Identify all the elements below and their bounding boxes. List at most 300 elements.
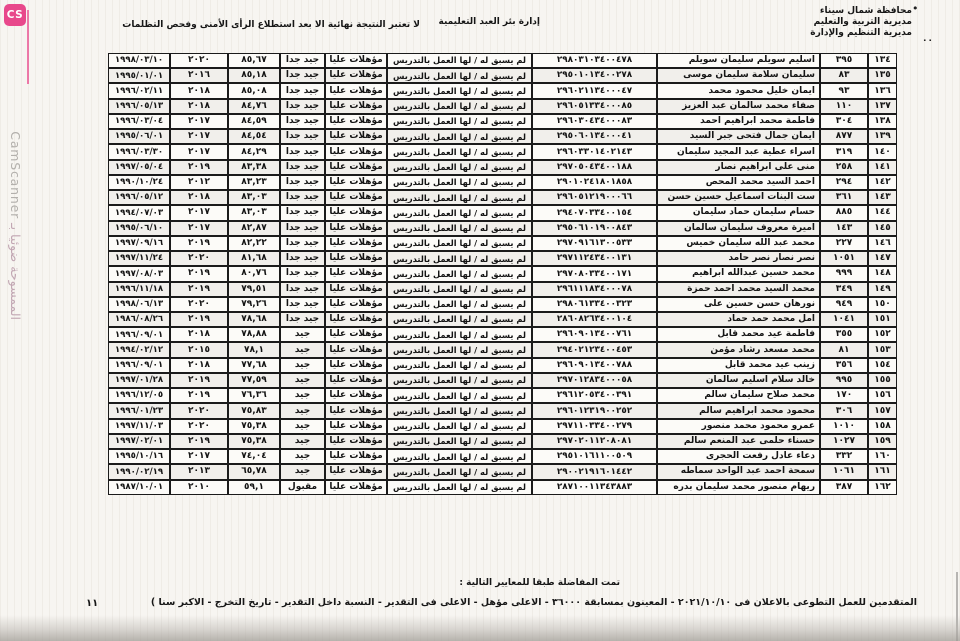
cell-score-percentage: ٧٩,٢٦ (228, 297, 280, 312)
cell-applicant-name: ايمان جمال فتحى جبر السيد (657, 129, 820, 144)
cell-grade: جيد (280, 419, 325, 434)
cell-graduation-year: ٢٠١٩ (170, 434, 228, 449)
cell-application-number: ٣٤٩ (820, 282, 868, 297)
cell-national-id: ٢٩٦٠١٢٣١٩٠٠٢٥٢ (532, 403, 657, 418)
cell-serial-number: ١٥٦ (868, 388, 897, 403)
cell-serial-number: ١٣٧ (868, 99, 897, 114)
directorate-education-line: مديرية التربية والتعليم (813, 17, 912, 27)
cell-applicant-name: اميرة معروف سليمان سالمان (657, 221, 820, 236)
cell-application-number: ٨١ (820, 342, 868, 357)
table-row (108, 403, 897, 418)
cell-serial-number: ١٤٨ (868, 266, 897, 281)
cell-application-number: ٨٨٥ (820, 205, 868, 220)
cell-score-percentage: ٨٠,٧٦ (228, 266, 280, 281)
cell-serial-number: ١٥٥ (868, 373, 897, 388)
cell-applicant-name: محمد السيد محمد احمد حمزة (657, 282, 820, 297)
cell-serial-number: ١٤٠ (868, 144, 897, 159)
cell-national-id: ٢٩٧٠٨٠٣٣٤٠٠١٧١ (532, 266, 657, 281)
cell-national-id: ٢٩٦٠٢١١٣٤٠٠٠٤٧ (532, 83, 657, 98)
cell-application-number: ١٠٦١ (820, 464, 868, 479)
criteria-heading: تمت المفاضلة طبقا للمعايير التالية : (459, 578, 620, 588)
criteria-details: المتقدمين للعمل التطوعى بالاعلان فى ٢٠٢١/١٠/١٠ - المعينون بمسابقة ٣٦٠٠٠ - الاعلى مؤهل - الاعلى فى التقدير - النسبة داخل التقدير - تاريخ التخرج - الاكبر سنا ) (150, 597, 917, 608)
cell-national-id: ٢٩٧٠٥٠٤٣٤٠٠١٨٨ (532, 160, 657, 175)
cell-birth-date: ١٩٩٧/١١/٢٤ (108, 251, 170, 266)
cell-grade: جيد (280, 464, 325, 479)
cell-score-percentage: ٨٣,٢٣ (228, 175, 280, 190)
table-row (108, 160, 897, 175)
cell-applicant-name: محمد صلاح سليمان سالم (657, 388, 820, 403)
cell-national-id: ٢٩٨٠٦١٣٣٤٠٠٣٢٣ (532, 297, 657, 312)
cell-teaching-status: لم يسبق له / لها العمل بالتدريس (387, 205, 532, 220)
cell-birth-date: ١٩٩٧/٠٩/١٦ (108, 236, 170, 251)
cell-national-id: ٢٩٤٠٧٠٣٣٤٠٠١٥٤ (532, 205, 657, 220)
cell-teaching-status: لم يسبق له / لها العمل بالتدريس (387, 144, 532, 159)
cell-grade: جيد جدا (280, 205, 325, 220)
table-row (108, 480, 897, 495)
cell-teaching-status: لم يسبق له / لها العمل بالتدريس (387, 358, 532, 373)
cell-application-number: ١٤٣ (820, 221, 868, 236)
cell-qualification: مؤهلات عليا (325, 342, 387, 357)
cell-birth-date: ١٩٩٥/٠٦/٠١ (108, 129, 170, 144)
cell-serial-number: ١٤٦ (868, 236, 897, 251)
cell-birth-date: ١٩٩٨/٠٣/١٠ (108, 53, 170, 68)
cell-birth-date: ١٩٩٠/١٠/٢٤ (108, 175, 170, 190)
governorate-line: محافظة شمال سيناء (819, 6, 912, 16)
cell-grade: جيد جدا (280, 190, 325, 205)
cell-national-id: ٢٩٦١١١٨٣٤٠٠٠٧٨ (532, 282, 657, 297)
cell-graduation-year: ٢٠١٧ (170, 144, 228, 159)
cell-applicant-name: سليمان سلامة سليمان موسى (657, 68, 820, 83)
cell-teaching-status: لم يسبق له / لها العمل بالتدريس (387, 449, 532, 464)
cell-graduation-year: ٢٠١٧ (170, 449, 228, 464)
cell-qualification: مؤهلات عليا (325, 83, 387, 98)
cell-national-id: ٢٩٦٠٣٠٤٣٤٠٠٠٨٣ (532, 114, 657, 129)
cell-birth-date: ١٩٩٧/٠٥/٠٤ (108, 160, 170, 175)
cell-applicant-name: ست البنات اسماعيل حسين حسن (657, 190, 820, 205)
cell-grade: مقبول (280, 480, 325, 495)
cell-qualification: مؤهلات عليا (325, 160, 387, 175)
cell-national-id: ٢٩٥٠٦١٠١٩٠٠٨٤٣ (532, 221, 657, 236)
cell-graduation-year: ٢٠١٨ (170, 190, 228, 205)
cell-application-number: ١٠٥١ (820, 251, 868, 266)
cell-birth-date: ١٩٨٦/٠٨/٢٦ (108, 312, 170, 327)
cell-qualification: مؤهلات عليا (325, 221, 387, 236)
cell-graduation-year: ٢٠١٧ (170, 129, 228, 144)
cell-qualification: مؤهلات عليا (325, 266, 387, 281)
cell-serial-number: ١٦٠ (868, 449, 897, 464)
cell-application-number: ١٠٤١ (820, 312, 868, 327)
cell-applicant-name: منى على ابراهيم نصار (657, 160, 820, 175)
cell-birth-date: ١٩٩٦/٠٣/٣٠ (108, 144, 170, 159)
cell-serial-number: ١٣٤ (868, 53, 897, 68)
cell-score-percentage: ٨٥,٠٨ (228, 83, 280, 98)
cell-graduation-year: ٢٠١٩ (170, 160, 228, 175)
cell-score-percentage: ٧٦,٣٦ (228, 388, 280, 403)
cell-application-number: ٣٠٦ (820, 403, 868, 418)
cell-teaching-status: لم يسبق له / لها العمل بالتدريس (387, 297, 532, 312)
cell-grade: جيد (280, 388, 325, 403)
watermark-arabic-text: الممسوحة ضوئيا بـ (8, 223, 23, 320)
cell-birth-date: ١٩٩٥/١٠/١٦ (108, 449, 170, 464)
cell-application-number: ١٧٠ (820, 388, 868, 403)
cell-graduation-year: ٢٠١٧ (170, 114, 228, 129)
table-row (108, 236, 897, 251)
cell-teaching-status: لم يسبق له / لها العمل بالتدريس (387, 327, 532, 342)
cell-qualification: مؤهلات عليا (325, 114, 387, 129)
cell-score-percentage: ٧٨,٨٨ (228, 327, 280, 342)
cell-serial-number: ١٣٦ (868, 83, 897, 98)
cell-applicant-name: نورهان حسن حسين على (657, 297, 820, 312)
camscanner-logo-badge: CS (4, 4, 26, 26)
cell-birth-date: ١٩٩٤/٠٢/١٢ (108, 342, 170, 357)
cell-serial-number: ١٤٣ (868, 190, 897, 205)
cell-applicant-name: سمحة احمد عبد الواحد سماطه (657, 464, 820, 479)
cell-grade: جيد (280, 358, 325, 373)
cell-applicant-name: محمد عبد الله سليمان خميس (657, 236, 820, 251)
cell-applicant-name: صفاء محمد سالمان عبد العزيز (657, 99, 820, 114)
cell-national-id: ٢٩٦٠٩٠١٣٤٠٠٧٨٨ (532, 358, 657, 373)
cell-application-number: ٩٩٩ (820, 266, 868, 281)
cell-grade: جيد جدا (280, 221, 325, 236)
cell-application-number: ١١٠ (820, 99, 868, 114)
cell-teaching-status: لم يسبق له / لها العمل بالتدريس (387, 53, 532, 68)
cell-score-percentage: ٧٩,٥١ (228, 282, 280, 297)
cell-application-number: ١٠٢٧ (820, 434, 868, 449)
cell-teaching-status: لم يسبق له / لها العمل بالتدريس (387, 388, 532, 403)
cell-score-percentage: ٧٥,٣٨ (228, 419, 280, 434)
cell-grade: جيد (280, 403, 325, 418)
table-row (108, 190, 897, 205)
table-row (108, 205, 897, 220)
cell-teaching-status: لم يسبق له / لها العمل بالتدريس (387, 480, 532, 495)
cell-serial-number: ١٣٩ (868, 129, 897, 144)
table-row (108, 68, 897, 83)
cell-qualification: مؤهلات عليا (325, 327, 387, 342)
cell-birth-date: ١٩٩٦/٠٩/٠١ (108, 358, 170, 373)
table-row (108, 358, 897, 373)
educational-administration-title: إدارة بئر العبد التعليمية (438, 17, 540, 27)
table-row (108, 419, 897, 434)
cell-serial-number: ١٦١ (868, 464, 897, 479)
cell-grade: جيد جدا (280, 266, 325, 281)
cell-score-percentage: ٨٤,٥٩ (228, 114, 280, 129)
table-row (108, 373, 897, 388)
cell-application-number: ٣٥٦ (820, 358, 868, 373)
cell-applicant-name: ايمان خليل محمود محمد (657, 83, 820, 98)
table-row (108, 434, 897, 449)
cell-teaching-status: لم يسبق له / لها العمل بالتدريس (387, 282, 532, 297)
cell-applicant-name: اسراء عطية عبد المجيد سليمان (657, 144, 820, 159)
cell-score-percentage: ٧٧,٦٨ (228, 358, 280, 373)
cell-applicant-name: احمد السيد محمد المحص (657, 175, 820, 190)
cell-birth-date: ١٩٩٥/٠١/٠١ (108, 68, 170, 83)
table-row (108, 327, 897, 342)
cell-score-percentage: ٧٥,٨٣ (228, 403, 280, 418)
cell-score-percentage: ٧٨,٦٨ (228, 312, 280, 327)
cell-teaching-status: لم يسبق له / لها العمل بالتدريس (387, 221, 532, 236)
cell-serial-number: ١٥٧ (868, 403, 897, 418)
cell-teaching-status: لم يسبق له / لها العمل بالتدريس (387, 83, 532, 98)
cell-score-percentage: ٨٥,١٨ (228, 68, 280, 83)
cell-serial-number: ١٣٨ (868, 114, 897, 129)
cell-birth-date: ١٩٩٤/٠٧/٠٣ (108, 205, 170, 220)
cell-qualification: مؤهلات عليا (325, 480, 387, 495)
cell-teaching-status: لم يسبق له / لها العمل بالتدريس (387, 403, 532, 418)
cell-birth-date: ١٩٩٦/٠٩/٠١ (108, 327, 170, 342)
cell-national-id: ٢٩٦٠٥١٢١٩٠٠٠٦٦ (532, 190, 657, 205)
cell-applicant-name: دعاء عادل رفعت الحجرى (657, 449, 820, 464)
cell-national-id: ٢٩٤٠٢١٢٣٤٠٠٤٥٣ (532, 342, 657, 357)
cell-teaching-status: لم يسبق له / لها العمل بالتدريس (387, 251, 532, 266)
cell-qualification: مؤهلات عليا (325, 373, 387, 388)
cell-qualification: مؤهلات عليا (325, 53, 387, 68)
cell-qualification: مؤهلات عليا (325, 251, 387, 266)
cell-serial-number: ١٦٢ (868, 480, 897, 495)
cell-grade: جيد (280, 434, 325, 449)
cell-qualification: مؤهلات عليا (325, 282, 387, 297)
result-disclaimer-note: لا تعتبر النتيجة نهائية الا بعد استطلاع الرأى الأمنى وفحص التظلمات (122, 20, 420, 30)
cell-graduation-year: ٢٠١٨ (170, 358, 228, 373)
cell-grade: جيد جدا (280, 160, 325, 175)
cell-birth-date: ١٩٩٦/٠١/٢٣ (108, 403, 170, 418)
cell-birth-date: ١٩٩٦/٠٢/١١ (108, 83, 170, 98)
cell-score-percentage: ٨٤,٧٦ (228, 99, 280, 114)
table-row (108, 221, 897, 236)
cell-graduation-year: ٢٠١٨ (170, 83, 228, 98)
cell-application-number: ٣٨٧ (820, 480, 868, 495)
cell-applicant-name: حسناء حلمى عبد المنعم سالم (657, 434, 820, 449)
cell-grade: جيد جدا (280, 251, 325, 266)
cell-grade: جيد جدا (280, 114, 325, 129)
cell-application-number: ٩٣ (820, 83, 868, 98)
cell-birth-date: ١٩٩٦/١١/١٨ (108, 282, 170, 297)
cell-birth-date: ١٩٩٦/٠٣/٠٤ (108, 114, 170, 129)
cell-score-percentage: ٧٥,٣٨ (228, 434, 280, 449)
cell-graduation-year: ٢٠٢٠ (170, 53, 228, 68)
cell-national-id: ٢٩٦٠٣٣٠١٤٠٢١٤٣ (532, 144, 657, 159)
table-row (108, 449, 897, 464)
cell-national-id: ٢٨٦٠٨٢٦٣٤٠٠١٠٤ (532, 312, 657, 327)
cell-national-id: ٢٩٧١١٠٣٣٤٠٠٢٧٩ (532, 419, 657, 434)
cell-score-percentage: ٨٤,٢٩ (228, 144, 280, 159)
cell-national-id: ٢٩٥٠٦٠١٣٤٠٠٠٤١ (532, 129, 657, 144)
cell-teaching-status: لم يسبق له / لها العمل بالتدريس (387, 160, 532, 175)
cell-national-id: ٢٩٨٠٣١٠٣٤٠٠٤٧٨ (532, 53, 657, 68)
cell-qualification: مؤهلات عليا (325, 68, 387, 83)
cell-score-percentage: ٨٤,٥٤ (228, 129, 280, 144)
cell-application-number: ٣١٩ (820, 144, 868, 159)
cell-serial-number: ١٥١ (868, 312, 897, 327)
cell-teaching-status: لم يسبق له / لها العمل بالتدريس (387, 99, 532, 114)
cell-graduation-year: ٢٠١٦ (170, 68, 228, 83)
cell-teaching-status: لم يسبق له / لها العمل بالتدريس (387, 373, 532, 388)
cell-applicant-name: امل محمد حمد حماد (657, 312, 820, 327)
cell-graduation-year: ٢٠١٩ (170, 388, 228, 403)
cell-serial-number: ١٥٨ (868, 419, 897, 434)
cell-application-number: ٣٦١ (820, 190, 868, 205)
applicants-table (108, 53, 897, 495)
cell-graduation-year: ٢٠١٧ (170, 221, 228, 236)
cell-graduation-year: ٢٠٢٠ (170, 403, 228, 418)
cell-qualification: مؤهلات عليا (325, 144, 387, 159)
cell-graduation-year: ٢٠٢٠ (170, 251, 228, 266)
cell-applicant-name: خالد سلام اسليم سالمان (657, 373, 820, 388)
cell-graduation-year: ٢٠١٩ (170, 373, 228, 388)
cell-graduation-year: ٢٠١٩ (170, 282, 228, 297)
handwritten-dot-mark: • (912, 2, 919, 15)
cell-national-id: ٢٩٠٠٢١٩١٦٠١٤٤٢ (532, 464, 657, 479)
cell-qualification: مؤهلات عليا (325, 99, 387, 114)
table-row (108, 312, 897, 327)
cell-qualification: مؤهلات عليا (325, 419, 387, 434)
cell-grade: جيد جدا (280, 236, 325, 251)
cell-score-percentage: ٥٩,١ (228, 480, 280, 495)
table-row (108, 342, 897, 357)
cell-graduation-year: ٢٠١٣ (170, 464, 228, 479)
cell-serial-number: ١٥٢ (868, 327, 897, 342)
cell-grade: جيد جدا (280, 83, 325, 98)
cell-application-number: ٣٠٤ (820, 114, 868, 129)
cell-applicant-name: محمد مسعد رشاد مؤمن (657, 342, 820, 357)
cell-teaching-status: لم يسبق له / لها العمل بالتدريس (387, 266, 532, 281)
cell-applicant-name: حسام سليمان حماد سليمان (657, 205, 820, 220)
handwritten-zeros-mark: ٠٠ (922, 36, 933, 46)
cell-serial-number: ١٤٥ (868, 221, 897, 236)
cell-teaching-status: لم يسبق له / لها العمل بالتدريس (387, 312, 532, 327)
cell-birth-date: ١٩٩٦/١٢/٠٥ (108, 388, 170, 403)
cell-score-percentage: ٨٣,٠٣ (228, 190, 280, 205)
cell-birth-date: ١٩٩٨/٠٦/١٣ (108, 297, 170, 312)
table-row (108, 114, 897, 129)
cell-qualification: مؤهلات عليا (325, 297, 387, 312)
cell-applicant-name: عمرو محمود محمد منصور (657, 419, 820, 434)
cell-birth-date: ١٩٩٧/٠٢/٠١ (108, 434, 170, 449)
watermark-latin-text: CamScanner (8, 131, 23, 220)
cell-graduation-year: ٢٠٢٠ (170, 419, 228, 434)
cell-grade: جيد جدا (280, 312, 325, 327)
cell-birth-date: ١٩٩٧/٠١/٢٨ (108, 373, 170, 388)
cell-application-number: ٩٤٩ (820, 297, 868, 312)
table-row (108, 266, 897, 281)
cell-teaching-status: لم يسبق له / لها العمل بالتدريس (387, 190, 532, 205)
cell-qualification: مؤهلات عليا (325, 434, 387, 449)
cell-national-id: ٢٩٧٠٩١٦١٣٠٠٥٣٣ (532, 236, 657, 251)
cell-graduation-year: ٢٠١٥ (170, 342, 228, 357)
cell-graduation-year: ٢٠٢٠ (170, 297, 228, 312)
cell-applicant-name: فاطمة محمد ابراهيم احمد (657, 114, 820, 129)
cell-qualification: مؤهلات عليا (325, 190, 387, 205)
cell-graduation-year: ٢٠١٢ (170, 175, 228, 190)
cell-serial-number: ١٤٤ (868, 205, 897, 220)
cell-serial-number: ١٤١ (868, 160, 897, 175)
scan-bottom-shadow (0, 615, 960, 641)
cell-serial-number: ١٤٧ (868, 251, 897, 266)
cell-application-number: ١٠١٠ (820, 419, 868, 434)
cell-score-percentage: ٨١,٦٨ (228, 251, 280, 266)
cell-birth-date: ١٩٩٥/٠٦/١٠ (108, 221, 170, 236)
cell-application-number: ٢٩٤ (820, 175, 868, 190)
cell-teaching-status: لم يسبق له / لها العمل بالتدريس (387, 175, 532, 190)
cell-national-id: ٢٩٥٠١٠١٣٤٠٠٢٧٨ (532, 68, 657, 83)
cell-national-id: ٢٨٧١٠٠١١٣٤٣٨٨٣ (532, 480, 657, 495)
cell-national-id: ٢٩٧٠١٢٨٣٤٠٠٠٥٨ (532, 373, 657, 388)
header-authority-block (810, 6, 912, 39)
cell-serial-number: ١٣٥ (868, 68, 897, 83)
cell-score-percentage: ٧٨,١ (228, 342, 280, 357)
cell-national-id: ٢٩٠١٠٢٤١٨٠١٨٥٨ (532, 175, 657, 190)
cell-teaching-status: لم يسبق له / لها العمل بالتدريس (387, 68, 532, 83)
cell-qualification: مؤهلات عليا (325, 129, 387, 144)
cell-birth-date: ١٩٨٧/١٠/٠١ (108, 480, 170, 495)
cell-graduation-year: ٢٠١٧ (170, 205, 228, 220)
cell-national-id: ٢٩٦٠٥١٣٣٤٠٠٠٨٥ (532, 99, 657, 114)
cell-qualification: مؤهلات عليا (325, 449, 387, 464)
table-row (108, 129, 897, 144)
cell-grade: جيد جدا (280, 129, 325, 144)
cell-qualification: مؤهلات عليا (325, 205, 387, 220)
cell-serial-number: ١٥٠ (868, 297, 897, 312)
cell-application-number: ٢٢٧ (820, 236, 868, 251)
cell-applicant-name: اسليم سويلم سليمان سويلم (657, 53, 820, 68)
cell-score-percentage: ٨٣,٣٨ (228, 160, 280, 175)
table-row (108, 144, 897, 159)
cell-national-id: ٢٩٦١٢٠٥٣٤٠٠٣٩١ (532, 388, 657, 403)
cell-score-percentage: ٨٢,٨٧ (228, 221, 280, 236)
cell-application-number: ٣٥٥ (820, 327, 868, 342)
cell-qualification: مؤهلات عليا (325, 358, 387, 373)
cell-application-number: ٩٩٥ (820, 373, 868, 388)
cell-grade: جيد (280, 342, 325, 357)
cell-score-percentage: ٨٥,٦٧ (228, 53, 280, 68)
table-row (108, 99, 897, 114)
table-row (108, 83, 897, 98)
cell-birth-date: ١٩٩٦/٠٥/١٢ (108, 190, 170, 205)
cell-application-number: ٣٩٥ (820, 53, 868, 68)
cell-qualification: مؤهلات عليا (325, 175, 387, 190)
cell-serial-number: ١٥٩ (868, 434, 897, 449)
cell-grade: جيد جدا (280, 297, 325, 312)
cell-graduation-year: ٢٠١٠ (170, 480, 228, 495)
cell-birth-date: ١٩٩٧/١١/٠٣ (108, 419, 170, 434)
cell-application-number: ٨٧٧ (820, 129, 868, 144)
cell-grade: جيد (280, 373, 325, 388)
cell-score-percentage: ٧٧,٥٩ (228, 373, 280, 388)
cell-graduation-year: ٢٠١٩ (170, 266, 228, 281)
cell-grade: جيد جدا (280, 175, 325, 190)
cell-teaching-status: لم يسبق له / لها العمل بالتدريس (387, 114, 532, 129)
cell-birth-date: ١٩٩٦/٠٥/١٣ (108, 99, 170, 114)
cell-graduation-year: ٢٠١٩ (170, 312, 228, 327)
cell-graduation-year: ٢٠١٨ (170, 327, 228, 342)
cell-graduation-year: ٢٠١٨ (170, 99, 228, 114)
table-row (108, 388, 897, 403)
cell-qualification: مؤهلات عليا (325, 403, 387, 418)
cell-application-number: ٣٣٢ (820, 449, 868, 464)
cell-teaching-status: لم يسبق له / لها العمل بالتدريس (387, 342, 532, 357)
cell-serial-number: ١٤٩ (868, 282, 897, 297)
cell-score-percentage: ٦٥,٧٨ (228, 464, 280, 479)
table-row (108, 251, 897, 266)
cell-serial-number: ١٥٣ (868, 342, 897, 357)
cell-serial-number: ١٥٤ (868, 358, 897, 373)
cell-birth-date: ١٩٩٧/٠٨/٠٣ (108, 266, 170, 281)
cell-qualification: مؤهلات عليا (325, 464, 387, 479)
page-number: ١١ (86, 598, 99, 609)
cell-teaching-status: لم يسبق له / لها العمل بالتدريس (387, 236, 532, 251)
cell-qualification: مؤهلات عليا (325, 312, 387, 327)
cell-applicant-name: محمود محمد ابراهيم سالم (657, 403, 820, 418)
cell-serial-number: ١٤٢ (868, 175, 897, 190)
